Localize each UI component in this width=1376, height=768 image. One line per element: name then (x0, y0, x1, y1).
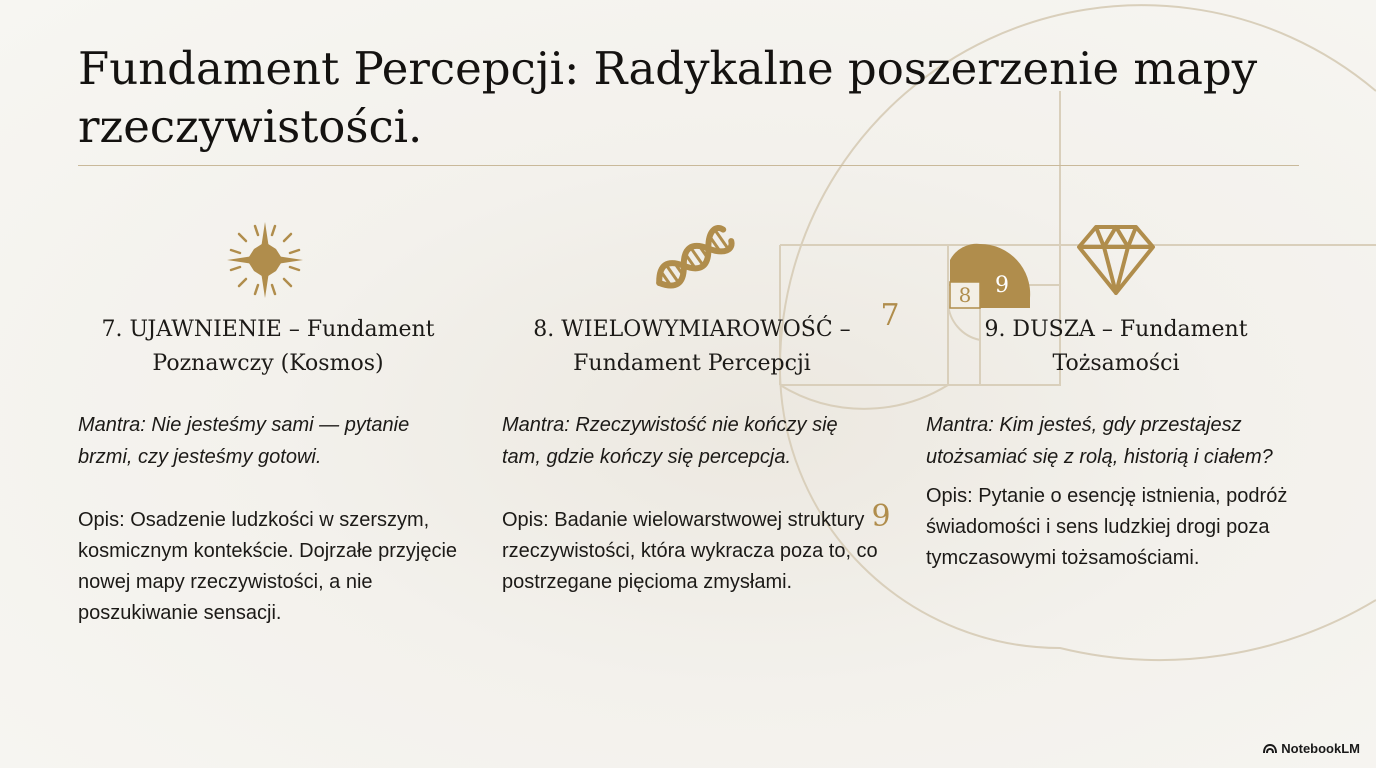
column-description: Opis: Badanie wielowarstwowej struktury rzeczywistości, która wykracza poza to, co postrzegane pięcioma zmysłami. (502, 509, 878, 593)
column-heading: 8. WIELOWYMIAROWOŚĆ – Fundament Percepcji (533, 317, 851, 376)
column-mantra: Mantra: Nie jesteśmy sami — pytanie brzmi, czy jesteśmy gotowi. (78, 414, 410, 468)
spiral-number-7: 7 (880, 298, 900, 333)
column-heading: 9. DUSZA – Fundament Tożsamości (984, 317, 1248, 376)
diamond-icon (1071, 215, 1161, 305)
column-description: Opis: Pytanie o esencję istnienia, podróż świadomości i sens ludzkiej drogi poza tymczasowymi tożsamościami. (926, 485, 1288, 569)
spiral-number-9-lower: 9 (871, 499, 891, 534)
brand-label: NotebookLM (1281, 741, 1360, 756)
notebooklm-branding (1263, 741, 1360, 756)
column-ujawnienie (78, 215, 458, 629)
title-divider (78, 165, 1299, 166)
column-heading: 7. UJAWNIENIE – Fundament Poznawczy (Kosmos) (101, 317, 435, 376)
column-description: Opis: Osadzenie ludzkości w szerszym, kosmicznym kontekście. Dojrzałe przyjęcie nowej mapy rzeczywistości, a nie poszukiwanie sensacji. (78, 509, 458, 624)
sparkle-star-icon (220, 215, 310, 305)
spiral-number-8: 8 (958, 283, 972, 307)
spiral-number-9: 9 (995, 273, 1009, 298)
column-wielowymiarowosc (502, 215, 882, 598)
column-dusza (926, 215, 1306, 574)
dna-icon (647, 215, 737, 305)
page-title: Fundament Percepcji: Radykalne poszerzenie mapy rzeczywistości. (78, 42, 1258, 153)
column-mantra: Mantra: Rzeczywistość nie kończy się tam, gdzie kończy się percepcja. (502, 414, 838, 468)
notebooklm-logo-icon (1263, 744, 1277, 754)
column-mantra: Mantra: Kim jesteś, gdy przestajesz utożsamiać się z rolą, historią i ciałem? (926, 414, 1273, 468)
